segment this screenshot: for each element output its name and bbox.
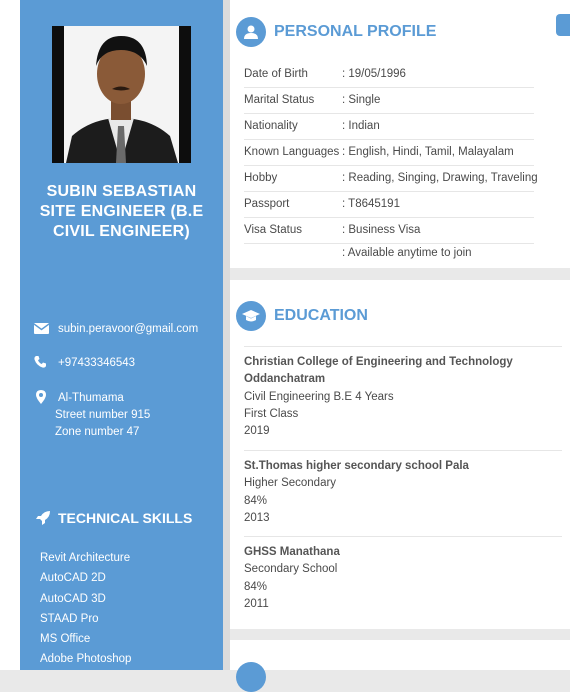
- row-value: : Available anytime to join: [342, 247, 472, 259]
- education-entry: [244, 354, 564, 440]
- institution-name: Christian College of Engineering and Technology: [244, 356, 513, 368]
- education-entry: [244, 544, 564, 613]
- address-line: Street number 915: [55, 409, 151, 421]
- envelope-icon: [34, 321, 50, 337]
- section-title: PERSONAL PROFILE: [274, 23, 437, 40]
- title-line: SITE ENGINEER (B.E: [39, 203, 204, 220]
- section-title: EDUCATION: [274, 307, 368, 324]
- row-label: Visa Status: [244, 224, 302, 236]
- column-gap: [223, 0, 230, 670]
- result: First Class: [244, 407, 299, 420]
- result: 84%: [244, 494, 268, 507]
- institution-name: GHSS Manathana: [244, 546, 340, 558]
- row-value: : Indian: [342, 120, 380, 132]
- education-card: [230, 280, 570, 629]
- year: 2011: [244, 597, 269, 610]
- row-label: Passport: [244, 198, 290, 210]
- profile-row: [244, 139, 534, 166]
- section-icon: [236, 662, 276, 692]
- profile-row: [244, 191, 534, 218]
- row-value: : Reading, Singing, Drawing, Traveling: [342, 172, 538, 184]
- row-label: Marital Status: [244, 94, 315, 106]
- skill-item: MS Office: [40, 633, 91, 646]
- graduation-cap-icon: [236, 301, 266, 331]
- address-line: Zone number 47: [55, 426, 140, 438]
- page-margin: [0, 0, 20, 670]
- candidate-name: [20, 182, 223, 242]
- address-text: [55, 390, 151, 441]
- skills-title: TECHNICAL SKILLS: [58, 510, 193, 526]
- row-label: Date of Birth: [244, 68, 308, 80]
- skills-heading: [36, 510, 192, 526]
- next-section-card: [230, 640, 570, 670]
- skill-item: AutoCAD 2D: [40, 572, 106, 585]
- skills-list: [40, 548, 131, 670]
- course: Civil Engineering B.E 4 Years: [244, 390, 394, 403]
- profile-row: [244, 240, 534, 266]
- divider: [244, 536, 562, 537]
- profile-row: [244, 165, 538, 192]
- year: 2013: [244, 511, 270, 524]
- name-line: SUBIN SEBASTIAN: [46, 183, 197, 200]
- personal-profile-card: [230, 0, 570, 268]
- row-label: Nationality: [244, 120, 298, 132]
- divider: [244, 346, 562, 347]
- skill-item: Adobe Photoshop: [40, 653, 132, 666]
- person-photo-icon: [52, 26, 191, 163]
- education-entry: [244, 458, 564, 527]
- personal-profile-heading: [236, 17, 436, 47]
- skill-item: STAAD Pro: [40, 612, 99, 625]
- skill-item: AutoCAD 3D: [40, 592, 106, 605]
- row-label: Hobby: [244, 172, 278, 184]
- row-label: Known Languages: [244, 146, 340, 158]
- row-value: : Single: [342, 94, 381, 106]
- phone-icon: [34, 355, 50, 371]
- education-heading: [236, 301, 368, 331]
- profile-row: [244, 61, 534, 88]
- row-value: : English, Hindi, Tamil, Malayalam: [342, 146, 514, 158]
- row-value: : Business Visa: [342, 224, 421, 236]
- profile-photo: [52, 26, 191, 163]
- profile-row: [244, 87, 534, 114]
- course: Secondary School: [244, 563, 338, 576]
- address-line: Al-Thumama: [58, 392, 124, 404]
- sidebar: [20, 0, 223, 670]
- row-value: : 19/05/1996: [342, 68, 406, 80]
- map-marker-icon: [34, 390, 50, 406]
- institution-name: St.Thomas higher secondary school Pala: [244, 460, 469, 472]
- profile-row: [244, 113, 534, 140]
- skill-item: Revit Architecture: [40, 552, 131, 564]
- phone-text: +97433346543: [58, 357, 136, 369]
- email-text[interactable]: subin.peravoor@gmail.com: [58, 323, 199, 335]
- result: 84%: [244, 580, 268, 593]
- institution-name: Oddanchatram: [244, 373, 326, 386]
- divider: [244, 450, 562, 451]
- user-icon: [236, 17, 266, 47]
- rocket-icon: [36, 511, 50, 525]
- row-value: : T8645191: [342, 198, 400, 210]
- title-line: CIVIL ENGINEER): [53, 223, 190, 240]
- page-corner-icon: [556, 14, 570, 36]
- course: Higher Secondary: [244, 477, 337, 490]
- year: 2019: [244, 425, 270, 438]
